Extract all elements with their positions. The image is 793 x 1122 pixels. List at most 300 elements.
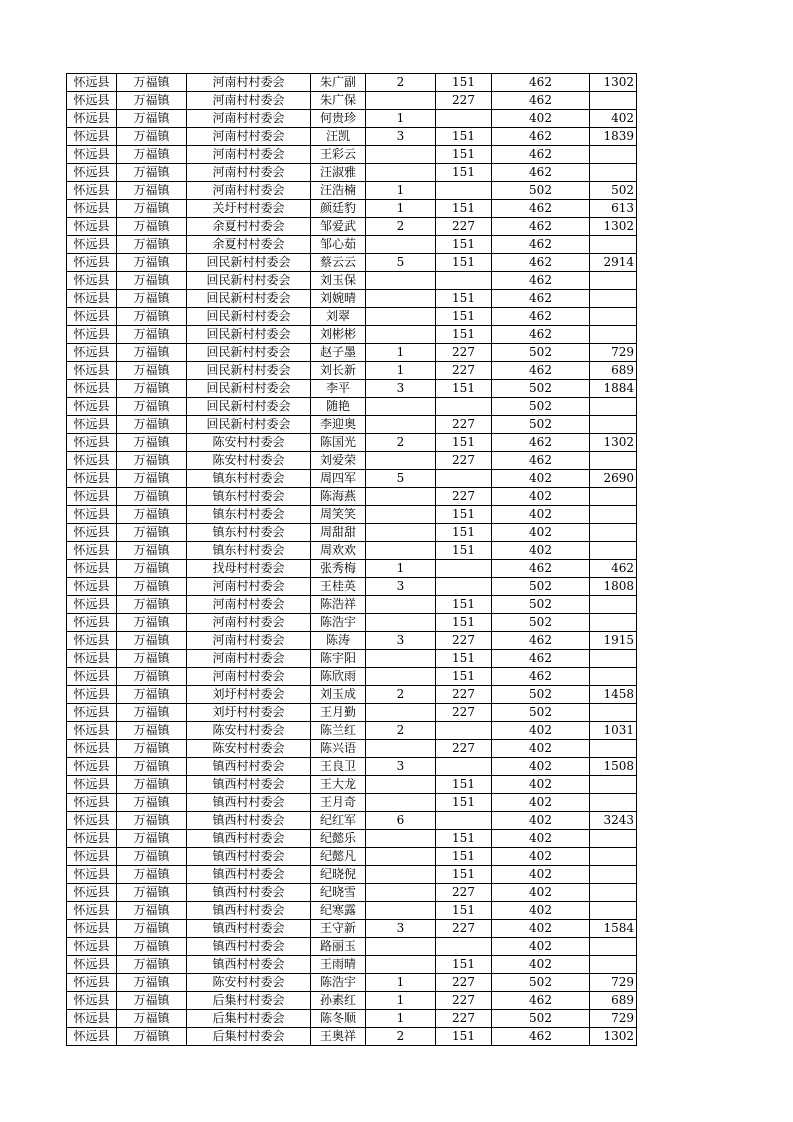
amount-a-cell: 151 [436,380,492,398]
total-cell [590,398,637,416]
village-committee-cell: 镇西村村委会 [187,920,311,938]
county-cell: 怀远县 [67,254,117,272]
town-cell: 万福镇 [117,92,187,110]
household-size-cell [366,92,436,110]
amount-a-cell [436,398,492,416]
table-row [67,344,637,362]
amount-b-cell: 402 [492,902,590,920]
household-size-cell [366,848,436,866]
name-cell: 周四军 [311,470,366,488]
amount-b-cell: 462 [492,146,590,164]
name-cell: 李迎奥 [311,416,366,434]
amount-b-cell: 502 [492,614,590,632]
name-cell: 邹爱武 [311,218,366,236]
table-row [67,1028,637,1046]
total-cell: 1302 [590,1028,637,1046]
name-cell: 王良卫 [311,758,366,776]
amount-a-cell: 227 [436,974,492,992]
town-cell: 万福镇 [117,578,187,596]
town-cell: 万福镇 [117,812,187,830]
amount-b-cell: 462 [492,650,590,668]
name-cell: 王桂英 [311,578,366,596]
town-cell: 万福镇 [117,596,187,614]
household-size-cell [366,830,436,848]
table-row [67,758,637,776]
county-cell: 怀远县 [67,236,117,254]
table-row [67,524,637,542]
table-row [67,974,637,992]
total-cell [590,848,637,866]
data-table [66,73,637,1046]
county-cell: 怀远县 [67,938,117,956]
total-cell [590,524,637,542]
town-cell: 万福镇 [117,668,187,686]
town-cell: 万福镇 [117,524,187,542]
town-cell: 万福镇 [117,1010,187,1028]
household-size-cell: 6 [366,812,436,830]
name-cell: 陈浩宇 [311,614,366,632]
table-row [67,290,637,308]
amount-b-cell: 462 [492,668,590,686]
household-size-cell [366,668,436,686]
total-cell: 2690 [590,470,637,488]
name-cell: 孙素红 [311,992,366,1010]
county-cell: 怀远县 [67,290,117,308]
total-cell [590,272,637,290]
total-cell [590,614,637,632]
village-committee-cell: 河南村村委会 [187,578,311,596]
total-cell [590,596,637,614]
town-cell: 万福镇 [117,236,187,254]
household-size-cell [366,236,436,254]
amount-b-cell: 462 [492,308,590,326]
total-cell: 1584 [590,920,637,938]
amount-a-cell: 227 [436,488,492,506]
town-cell: 万福镇 [117,146,187,164]
county-cell: 怀远县 [67,956,117,974]
name-cell: 李平 [311,380,366,398]
town-cell: 万福镇 [117,308,187,326]
village-committee-cell: 河南村村委会 [187,182,311,200]
amount-b-cell: 502 [492,1010,590,1028]
total-cell [590,884,637,902]
county-cell: 怀远县 [67,164,117,182]
amount-a-cell [436,758,492,776]
village-committee-cell: 回民新村村委会 [187,326,311,344]
table-row [67,506,637,524]
household-size-cell: 3 [366,380,436,398]
name-cell: 陈浩宇 [311,974,366,992]
name-cell: 刘翠 [311,308,366,326]
county-cell: 怀远县 [67,650,117,668]
household-size-cell [366,614,436,632]
name-cell: 路丽玉 [311,938,366,956]
village-committee-cell: 河南村村委会 [187,146,311,164]
town-cell: 万福镇 [117,614,187,632]
amount-b-cell: 502 [492,416,590,434]
table-row [67,632,637,650]
total-cell: 1915 [590,632,637,650]
household-size-cell: 1 [366,1010,436,1028]
total-cell [590,866,637,884]
amount-a-cell: 227 [436,416,492,434]
total-cell [590,794,637,812]
total-cell [590,506,637,524]
name-cell: 王雨晴 [311,956,366,974]
household-size-cell: 1 [366,992,436,1010]
table-row [67,326,637,344]
table-row [67,902,637,920]
household-size-cell [366,272,436,290]
table-row [67,488,637,506]
county-cell: 怀远县 [67,812,117,830]
amount-b-cell: 402 [492,848,590,866]
total-cell [590,164,637,182]
table-row [67,146,637,164]
county-cell: 怀远县 [67,704,117,722]
village-committee-cell: 河南村村委会 [187,668,311,686]
village-committee-cell: 余夏村村委会 [187,236,311,254]
table-row [67,542,637,560]
village-committee-cell: 镇西村村委会 [187,848,311,866]
total-cell [590,704,637,722]
table-row [67,362,637,380]
amount-a-cell: 151 [436,668,492,686]
village-committee-cell: 镇西村村委会 [187,884,311,902]
table-row [67,956,637,974]
amount-a-cell: 151 [436,542,492,560]
amount-b-cell: 462 [492,560,590,578]
village-committee-cell: 镇西村村委会 [187,758,311,776]
table-row [67,992,637,1010]
county-cell: 怀远县 [67,524,117,542]
table-row [67,380,637,398]
name-cell: 王大龙 [311,776,366,794]
county-cell: 怀远县 [67,830,117,848]
amount-b-cell: 402 [492,884,590,902]
town-cell: 万福镇 [117,218,187,236]
amount-b-cell: 402 [492,956,590,974]
county-cell: 怀远县 [67,326,117,344]
total-cell: 462 [590,560,637,578]
amount-a-cell: 151 [436,164,492,182]
amount-b-cell: 462 [492,164,590,182]
town-cell: 万福镇 [117,794,187,812]
amount-a-cell: 227 [436,740,492,758]
name-cell: 纪懿乐 [311,830,366,848]
household-size-cell: 2 [366,722,436,740]
village-committee-cell: 镇西村村委会 [187,830,311,848]
name-cell: 王月勤 [311,704,366,722]
name-cell: 纪懿凡 [311,848,366,866]
total-cell: 3243 [590,812,637,830]
amount-a-cell: 227 [436,632,492,650]
table-row [67,416,637,434]
county-cell: 怀远县 [67,596,117,614]
amount-a-cell: 151 [436,200,492,218]
amount-b-cell: 402 [492,470,590,488]
total-cell [590,542,637,560]
name-cell: 张秀梅 [311,560,366,578]
total-cell [590,776,637,794]
household-size-cell: 3 [366,128,436,146]
county-cell: 怀远县 [67,308,117,326]
town-cell: 万福镇 [117,74,187,92]
name-cell: 刘婉晴 [311,290,366,308]
county-cell: 怀远县 [67,614,117,632]
table-row [67,866,637,884]
town-cell: 万福镇 [117,416,187,434]
amount-a-cell: 227 [436,362,492,380]
name-cell: 王守新 [311,920,366,938]
town-cell: 万福镇 [117,182,187,200]
table-row [67,74,637,92]
total-cell: 2914 [590,254,637,272]
name-cell: 何贵珍 [311,110,366,128]
name-cell: 陈浩祥 [311,596,366,614]
county-cell: 怀远县 [67,560,117,578]
name-cell: 周笑笑 [311,506,366,524]
household-size-cell: 2 [366,74,436,92]
household-size-cell [366,740,436,758]
total-cell [590,92,637,110]
name-cell: 陈宇阳 [311,650,366,668]
table-row [67,830,637,848]
village-committee-cell: 镇东村村委会 [187,542,311,560]
total-cell [590,326,637,344]
amount-a-cell: 151 [436,776,492,794]
amount-a-cell: 151 [436,650,492,668]
table-row [67,92,637,110]
name-cell: 陈兴语 [311,740,366,758]
household-size-cell: 1 [366,560,436,578]
table-row [67,722,637,740]
town-cell: 万福镇 [117,110,187,128]
amount-b-cell: 402 [492,542,590,560]
name-cell: 周甜甜 [311,524,366,542]
town-cell: 万福镇 [117,776,187,794]
amount-a-cell [436,272,492,290]
household-size-cell: 1 [366,110,436,128]
village-committee-cell: 镇东村村委会 [187,506,311,524]
name-cell: 陈国光 [311,434,366,452]
county-cell: 怀远县 [67,128,117,146]
amount-b-cell: 502 [492,380,590,398]
amount-b-cell: 502 [492,398,590,416]
total-cell [590,146,637,164]
amount-b-cell: 462 [492,452,590,470]
amount-b-cell: 402 [492,722,590,740]
name-cell: 刘彬彬 [311,326,366,344]
amount-a-cell: 227 [436,920,492,938]
table-row [67,200,637,218]
name-cell: 刘爱荣 [311,452,366,470]
town-cell: 万福镇 [117,362,187,380]
household-size-cell [366,776,436,794]
household-size-cell: 1 [366,182,436,200]
amount-b-cell: 402 [492,740,590,758]
village-committee-cell: 关圩村村委会 [187,200,311,218]
amount-b-cell: 402 [492,506,590,524]
amount-a-cell: 151 [436,254,492,272]
town-cell: 万福镇 [117,380,187,398]
amount-a-cell [436,938,492,956]
village-committee-cell: 回民新村村委会 [187,362,311,380]
amount-a-cell: 151 [436,308,492,326]
amount-a-cell: 227 [436,92,492,110]
village-committee-cell: 河南村村委会 [187,110,311,128]
amount-a-cell: 227 [436,704,492,722]
town-cell: 万福镇 [117,956,187,974]
household-size-cell: 1 [366,362,436,380]
town-cell: 万福镇 [117,542,187,560]
total-cell: 1031 [590,722,637,740]
amount-b-cell: 462 [492,128,590,146]
town-cell: 万福镇 [117,650,187,668]
table-row [67,614,637,632]
table-row [67,1010,637,1028]
county-cell: 怀远县 [67,884,117,902]
amount-b-cell: 402 [492,830,590,848]
village-committee-cell: 回民新村村委会 [187,416,311,434]
total-cell: 1808 [590,578,637,596]
town-cell: 万福镇 [117,128,187,146]
household-size-cell: 2 [366,434,436,452]
household-size-cell: 3 [366,632,436,650]
amount-b-cell: 462 [492,362,590,380]
table-row [67,128,637,146]
table-row [67,776,637,794]
name-cell: 汪淑雅 [311,164,366,182]
table-row [67,434,637,452]
village-committee-cell: 镇西村村委会 [187,866,311,884]
amount-b-cell: 462 [492,632,590,650]
table-row [67,470,637,488]
village-committee-cell: 后集村村委会 [187,1028,311,1046]
name-cell: 纪红军 [311,812,366,830]
household-size-cell [366,704,436,722]
county-cell: 怀远县 [67,794,117,812]
town-cell: 万福镇 [117,938,187,956]
county-cell: 怀远县 [67,398,117,416]
county-cell: 怀远县 [67,362,117,380]
household-size-cell [366,794,436,812]
town-cell: 万福镇 [117,560,187,578]
village-committee-cell: 河南村村委会 [187,632,311,650]
town-cell: 万福镇 [117,920,187,938]
county-cell: 怀远县 [67,200,117,218]
amount-a-cell: 151 [436,290,492,308]
amount-b-cell: 462 [492,290,590,308]
county-cell: 怀远县 [67,434,117,452]
table-row [67,920,637,938]
household-size-cell [366,452,436,470]
name-cell: 王月奇 [311,794,366,812]
county-cell: 怀远县 [67,1028,117,1046]
name-cell: 朱广保 [311,92,366,110]
town-cell: 万福镇 [117,704,187,722]
amount-a-cell: 151 [436,236,492,254]
household-size-cell [366,596,436,614]
total-cell: 729 [590,974,637,992]
total-cell: 689 [590,362,637,380]
village-committee-cell: 回民新村村委会 [187,308,311,326]
name-cell: 刘长新 [311,362,366,380]
town-cell: 万福镇 [117,326,187,344]
amount-b-cell: 502 [492,686,590,704]
table-row [67,272,637,290]
town-cell: 万福镇 [117,884,187,902]
total-cell: 729 [590,344,637,362]
amount-b-cell: 462 [492,1028,590,1046]
amount-a-cell: 227 [436,884,492,902]
table-row [67,308,637,326]
amount-b-cell: 502 [492,974,590,992]
amount-a-cell: 151 [436,1028,492,1046]
amount-b-cell: 402 [492,920,590,938]
county-cell: 怀远县 [67,470,117,488]
village-committee-cell: 河南村村委会 [187,596,311,614]
name-cell: 纪晓雪 [311,884,366,902]
town-cell: 万福镇 [117,686,187,704]
household-size-cell: 5 [366,470,436,488]
household-size-cell [366,650,436,668]
household-size-cell: 1 [366,200,436,218]
table-row [67,704,637,722]
household-size-cell: 3 [366,758,436,776]
county-cell: 怀远县 [67,506,117,524]
total-cell [590,830,637,848]
village-committee-cell: 镇东村村委会 [187,524,311,542]
household-size-cell: 3 [366,578,436,596]
table-row [67,218,637,236]
town-cell: 万福镇 [117,506,187,524]
town-cell: 万福镇 [117,254,187,272]
amount-b-cell: 402 [492,812,590,830]
town-cell: 万福镇 [117,848,187,866]
town-cell: 万福镇 [117,758,187,776]
amount-a-cell: 151 [436,506,492,524]
total-cell: 1508 [590,758,637,776]
total-cell: 1839 [590,128,637,146]
amount-a-cell: 227 [436,218,492,236]
town-cell: 万福镇 [117,164,187,182]
total-cell: 1302 [590,434,637,452]
name-cell: 刘玉成 [311,686,366,704]
amount-b-cell: 502 [492,596,590,614]
town-cell: 万福镇 [117,830,187,848]
name-cell: 纪寒露 [311,902,366,920]
total-cell [590,668,637,686]
amount-b-cell: 402 [492,938,590,956]
town-cell: 万福镇 [117,866,187,884]
amount-a-cell [436,470,492,488]
name-cell: 汪浩楠 [311,182,366,200]
amount-a-cell [436,812,492,830]
amount-a-cell: 151 [436,74,492,92]
table-row [67,884,637,902]
total-cell: 1884 [590,380,637,398]
table-row [67,182,637,200]
village-committee-cell: 镇西村村委会 [187,794,311,812]
county-cell: 怀远县 [67,974,117,992]
amount-b-cell: 462 [492,200,590,218]
total-cell [590,902,637,920]
name-cell: 邹心茹 [311,236,366,254]
village-committee-cell: 回民新村村委会 [187,272,311,290]
county-cell: 怀远县 [67,344,117,362]
amount-b-cell: 402 [492,110,590,128]
